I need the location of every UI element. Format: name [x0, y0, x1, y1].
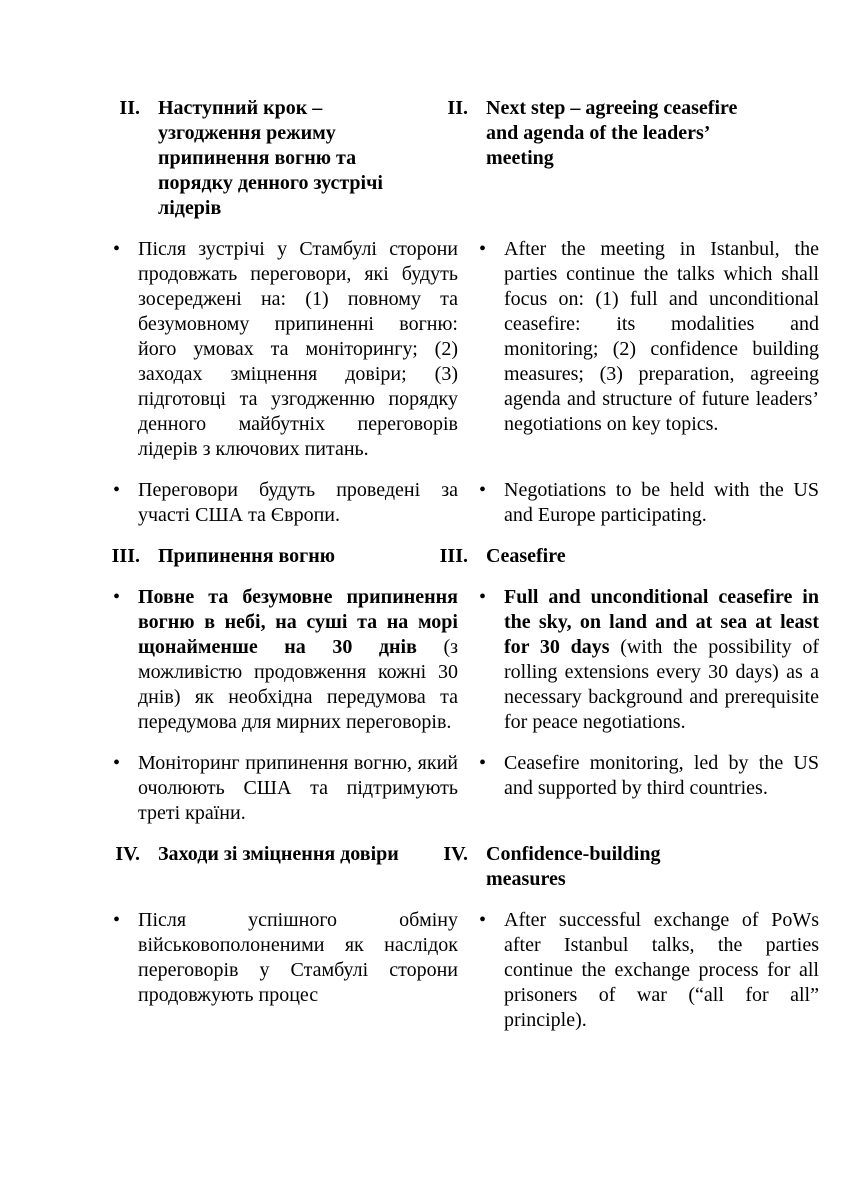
section-row-bullet-us-europe	[100, 478, 819, 528]
bullet-text-bold-ua: Повне та безумовне припинення вогню в небі, на суші та на морі щонайменше на 30 днів	[138, 586, 458, 658]
bullet-item-en	[466, 585, 819, 735]
bullet-item-en	[466, 751, 819, 826]
bullet-item-ua	[100, 751, 458, 826]
heading-text-en: Next step – agreeing ceasefire and agenda of the leaders’ meeting	[486, 97, 738, 169]
bullet-icon: •	[113, 586, 121, 608]
heading-numeral-en: II.	[447, 97, 468, 119]
bullet-text-rest-en: (with the possibility of rolling extensions every 30 days) as a necessary background and prerequisite for peace negotiations.	[504, 636, 819, 733]
heading-iv-ua	[100, 842, 420, 892]
heading-numeral-ua: IV.	[115, 843, 140, 865]
heading-iv-en	[428, 842, 743, 892]
bullet-icon: •	[113, 479, 121, 501]
bullet-text-en: Ceasefire monitoring, led by the US and supported by third countries.	[504, 752, 819, 799]
bullet-text-en	[504, 586, 819, 733]
document-body	[100, 96, 819, 1049]
bullet-text-ua: Переговори будуть проведені за участі США та Європи.	[138, 479, 458, 526]
bullet-text-ua: Моніторинг припинення вогню, який очолюють США та підтримують треті країни.	[138, 752, 458, 824]
section-row-bullet-monitoring	[100, 751, 819, 826]
heading-text-ua: Припинення вогню	[158, 545, 336, 567]
section-row-bullet-ceasefire-30-days	[100, 585, 819, 735]
heading-text-ua: Наступний крок – узгодження режиму припинення вогню та порядку денного зустрічі лідерів	[158, 97, 383, 219]
bullet-text-ua: Після успішного обміну військовополоненими як наслідок переговорів у Стамбулі сторони продовжують процес	[138, 909, 458, 1006]
bullet-item-ua	[100, 908, 458, 1033]
section-row-heading-ii	[100, 96, 745, 221]
section-row-bullet-pow-exchange	[100, 908, 819, 1033]
bullet-text-en: After successful exchange of PoWs after Istanbul talks, the parties continue the exchange process for all prisoners of war (“all for all” principle).	[504, 909, 819, 1031]
section-row-bullet-istanbul-talks	[100, 237, 819, 462]
bullet-icon: •	[479, 752, 487, 774]
heading-text-en: Confidence-building measures	[486, 843, 661, 890]
bullet-icon: •	[479, 479, 487, 501]
bullet-item-en	[466, 908, 819, 1033]
heading-numeral-ua: II.	[119, 97, 140, 119]
bullet-text-ua	[138, 586, 458, 733]
bullet-item-ua	[100, 585, 458, 735]
heading-numeral-en: IV.	[443, 843, 468, 865]
bullet-text-bold-en: Full and unconditional ceasefire in the sky, on land and at sea at least for 30 days	[504, 586, 819, 658]
bullet-text-rest-ua: (з можливістю продовження кожні 30 днів) як необхідна передумова та передумова для мирних переговорів.	[138, 636, 458, 733]
heading-text-en: Ceasefire	[486, 545, 566, 567]
heading-iii-ua	[100, 544, 420, 569]
heading-ii-en	[428, 96, 743, 221]
heading-iii-en	[428, 544, 743, 569]
heading-text-ua: Заходи зі зміцнення довіри	[158, 843, 399, 865]
bullet-icon: •	[113, 752, 121, 774]
heading-numeral-ua: III.	[111, 545, 140, 567]
bullet-icon: •	[113, 909, 121, 931]
section-row-heading-iv	[100, 842, 745, 892]
bullet-item-ua	[100, 237, 458, 462]
bullet-item-ua	[100, 478, 458, 528]
section-row-heading-iii	[100, 544, 745, 569]
bullet-text-en: Negotiations to be held with the US and Europe participating.	[504, 479, 819, 526]
bullet-icon: •	[479, 586, 487, 608]
bullet-text-ua: Після зустрічі у Стамбулі сторони продовжать переговори, які будуть зосереджені на: (1) повному та безумовному припиненні вогню: його умовах та моніторингу; (2) заходах зміцнення довіри; (3) підготовці та узгодженню порядку денного майбутніх переговорів лідерів з ключових питань.	[138, 238, 458, 460]
bullet-icon: •	[113, 238, 121, 260]
bullet-item-en	[466, 478, 819, 528]
bullet-icon: •	[479, 909, 487, 931]
heading-numeral-en: III.	[439, 545, 468, 567]
bullet-icon: •	[479, 238, 487, 260]
bullet-text-en: After the meeting in Istanbul, the parties continue the talks which shall focus on: (1) full and unconditional ceasefire: its modalities and monitoring; (2) confidence building measures; (3) preparation, agreeing agenda and structure of future leaders’ negotiations on key topics.	[504, 238, 819, 435]
heading-ii-ua	[100, 96, 420, 221]
bullet-item-en	[466, 237, 819, 462]
